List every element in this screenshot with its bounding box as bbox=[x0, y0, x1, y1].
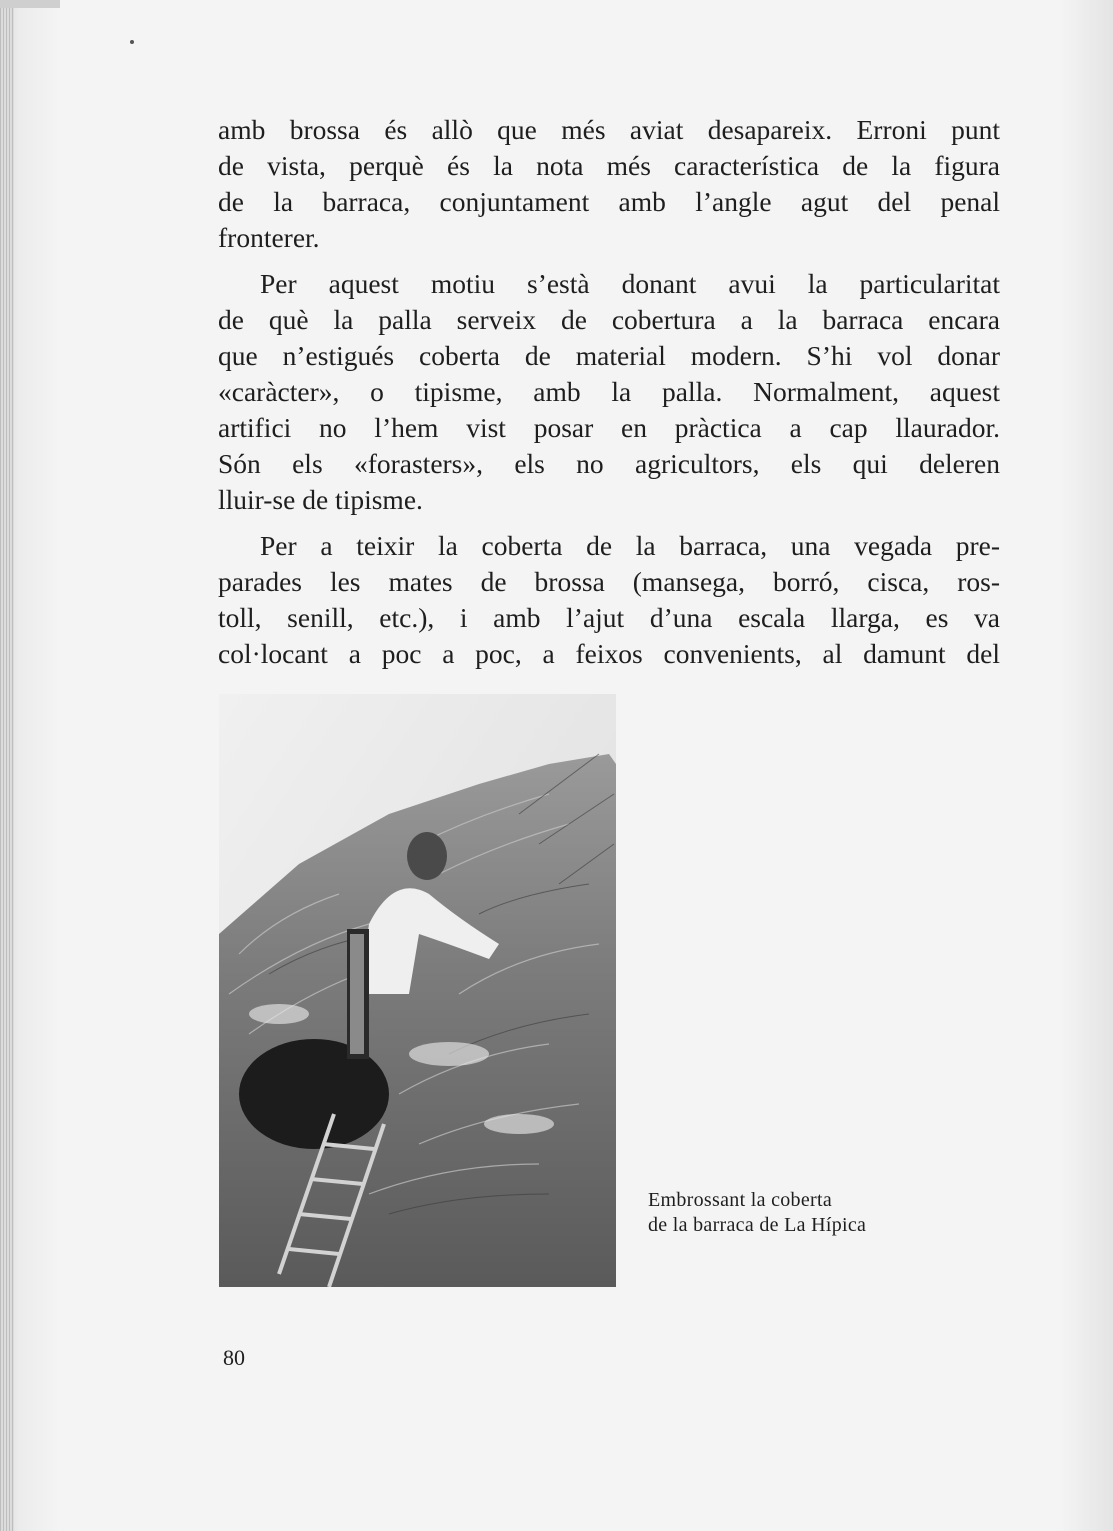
scan-speck bbox=[130, 40, 134, 44]
text-line: col·locant a poc a poc, a feixos convenients, al damunt del bbox=[218, 638, 1000, 669]
text-line: fronterer. bbox=[218, 222, 320, 253]
book-binding-edge bbox=[0, 0, 14, 1531]
text-line: que n’estigués coberta de material modern. S’hi vol donar bbox=[218, 340, 1000, 371]
photo-caption bbox=[648, 1188, 968, 1238]
text-line: Són els «forasters», els no agricultors, els qui deleren bbox=[218, 448, 1000, 479]
page-number: 80 bbox=[223, 1345, 245, 1370]
text-line: Per a teixir la coberta de la barraca, una vegada pre- bbox=[260, 530, 1000, 561]
text-line: de què la palla serveix de cobertura a la barraca encara bbox=[218, 304, 1000, 335]
text-line: artifici no l’hem vist posar en pràctica a cap llaurador. bbox=[218, 412, 1000, 443]
text-line: de vista, perquè és la nota més característica de la figura bbox=[218, 150, 1000, 181]
caption-line: de la barraca de La Hípica bbox=[648, 1214, 867, 1236]
page-corner-shadow bbox=[0, 0, 60, 8]
photograph-thatching-roof bbox=[219, 694, 616, 1287]
body-text bbox=[218, 112, 1000, 672]
text-line: de la barraca, conjuntament amb l’angle agut del penal bbox=[218, 186, 1000, 217]
text-line: amb brossa és allò que més aviat desapareix. Erroni punt bbox=[218, 114, 1000, 145]
caption-line: Embrossant la coberta bbox=[648, 1189, 833, 1211]
text-line: Per aquest motiu s’està donant avui la particularitat bbox=[260, 268, 1000, 299]
text-line: parades les mates de brossa (mansega, borró, cisca, ros- bbox=[218, 566, 1000, 597]
photo-illustration bbox=[219, 694, 616, 1287]
text-line: lluir-se de tipisme. bbox=[218, 484, 423, 515]
text-line: toll, senill, etc.), i amb l’ajut d’una escala llarga, es va bbox=[218, 602, 1000, 633]
text-line: «caràcter», o tipisme, amb la palla. Normalment, aquest bbox=[218, 376, 1000, 407]
